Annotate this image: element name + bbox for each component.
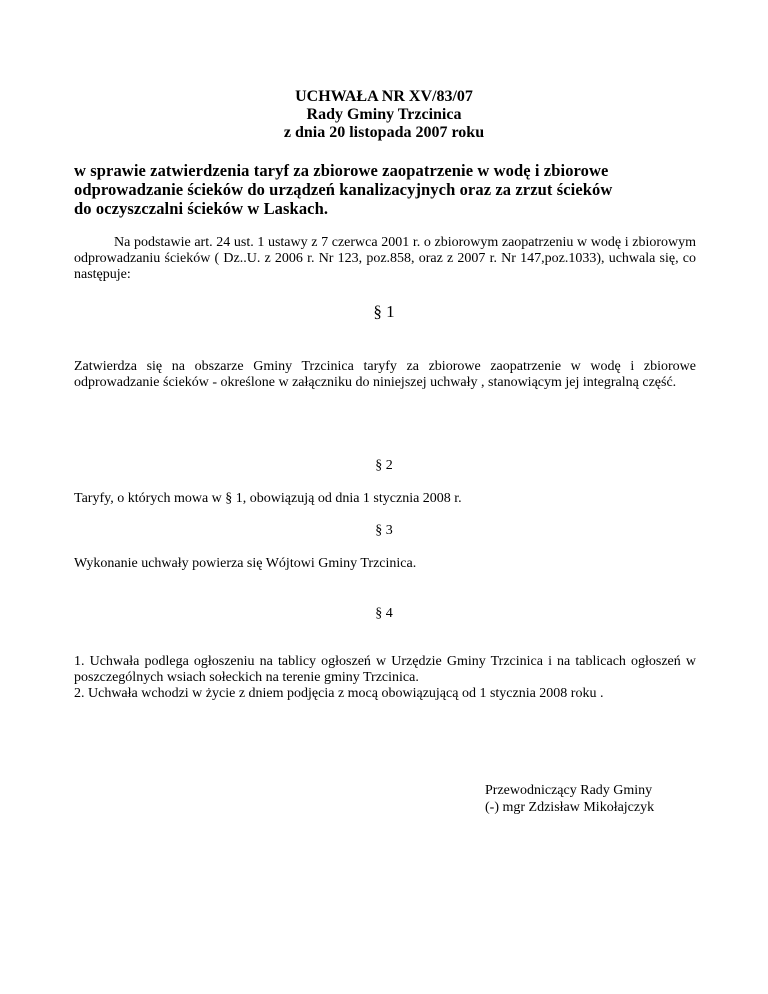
signature-title: Przewodniczący Rady Gminy [485, 783, 653, 798]
section-4-heading: § 4 [375, 606, 393, 621]
section-1-heading: § 1 [373, 302, 395, 321]
section-4-item-1: 1. Uchwała podlega ogłoszeniu na tablicy ogłoszeń w Urzędzie Gminy Trzcinica i na tablicach ogłoszeń w poszczególnych wsiach sołeckich na terenie gminy Trzcinica. [74, 654, 696, 685]
resolution-date: z dnia 20 listopada 2007 roku [283, 124, 485, 141]
section-1-text: Zatwierdza się na obszarze Gminy Trzcinica taryfy za zbiorowe zaopatrzenie w wodę i zbiorowe odprowadzanie ścieków - określone w załączniku do niniejszej uchwały , stanowiącym jej integralną część. [74, 359, 696, 390]
council-name: Rady Gminy Trzcinica [306, 106, 462, 123]
subject-line: do oczyszczalni ścieków w Laskach. [74, 199, 329, 218]
subject-line: w sprawie zatwierdzenia taryf za zbiorowe zaopatrzenie w wodę i zbiorowe [74, 161, 609, 180]
preamble-paragraph: Na podstawie art. 24 ust. 1 ustawy z 7 czerwca 2001 r. o zbiorowym zaopatrzeniu w wodę i zbiorowym odprowadzaniu ścieków ( Dz..U. z 2006 r. Nr 123, poz.858, oraz z 2007 r. Nr 147,poz.1033), uchwala się, co następuje: [74, 235, 696, 282]
subject-line: odprowadzanie ścieków do urządzeń kanalizacyjnych oraz za zrzut ścieków [74, 180, 613, 199]
section-3-text: Wykonanie uchwały powierza się Wójtowi Gminy Trzcinica. [74, 556, 417, 571]
section-2-text: Taryfy, o których mowa w § 1, obowiązują od dnia 1 stycznia 2008 r. [74, 491, 462, 506]
section-3-heading: § 3 [375, 523, 393, 538]
section-4-item-2: 2. Uchwała wchodzi w życie z dniem podjęcia z mocą obowiązującą od 1 stycznia 2008 roku . [74, 686, 604, 701]
resolution-number: UCHWAŁA NR XV/83/07 [295, 88, 473, 105]
section-2-heading: § 2 [375, 458, 393, 473]
signature-name: (-) mgr Zdzisław Mikołajczyk [485, 800, 655, 815]
signature-block [485, 782, 745, 816]
resolution-subject [74, 161, 714, 218]
resolution-header [0, 88, 768, 142]
